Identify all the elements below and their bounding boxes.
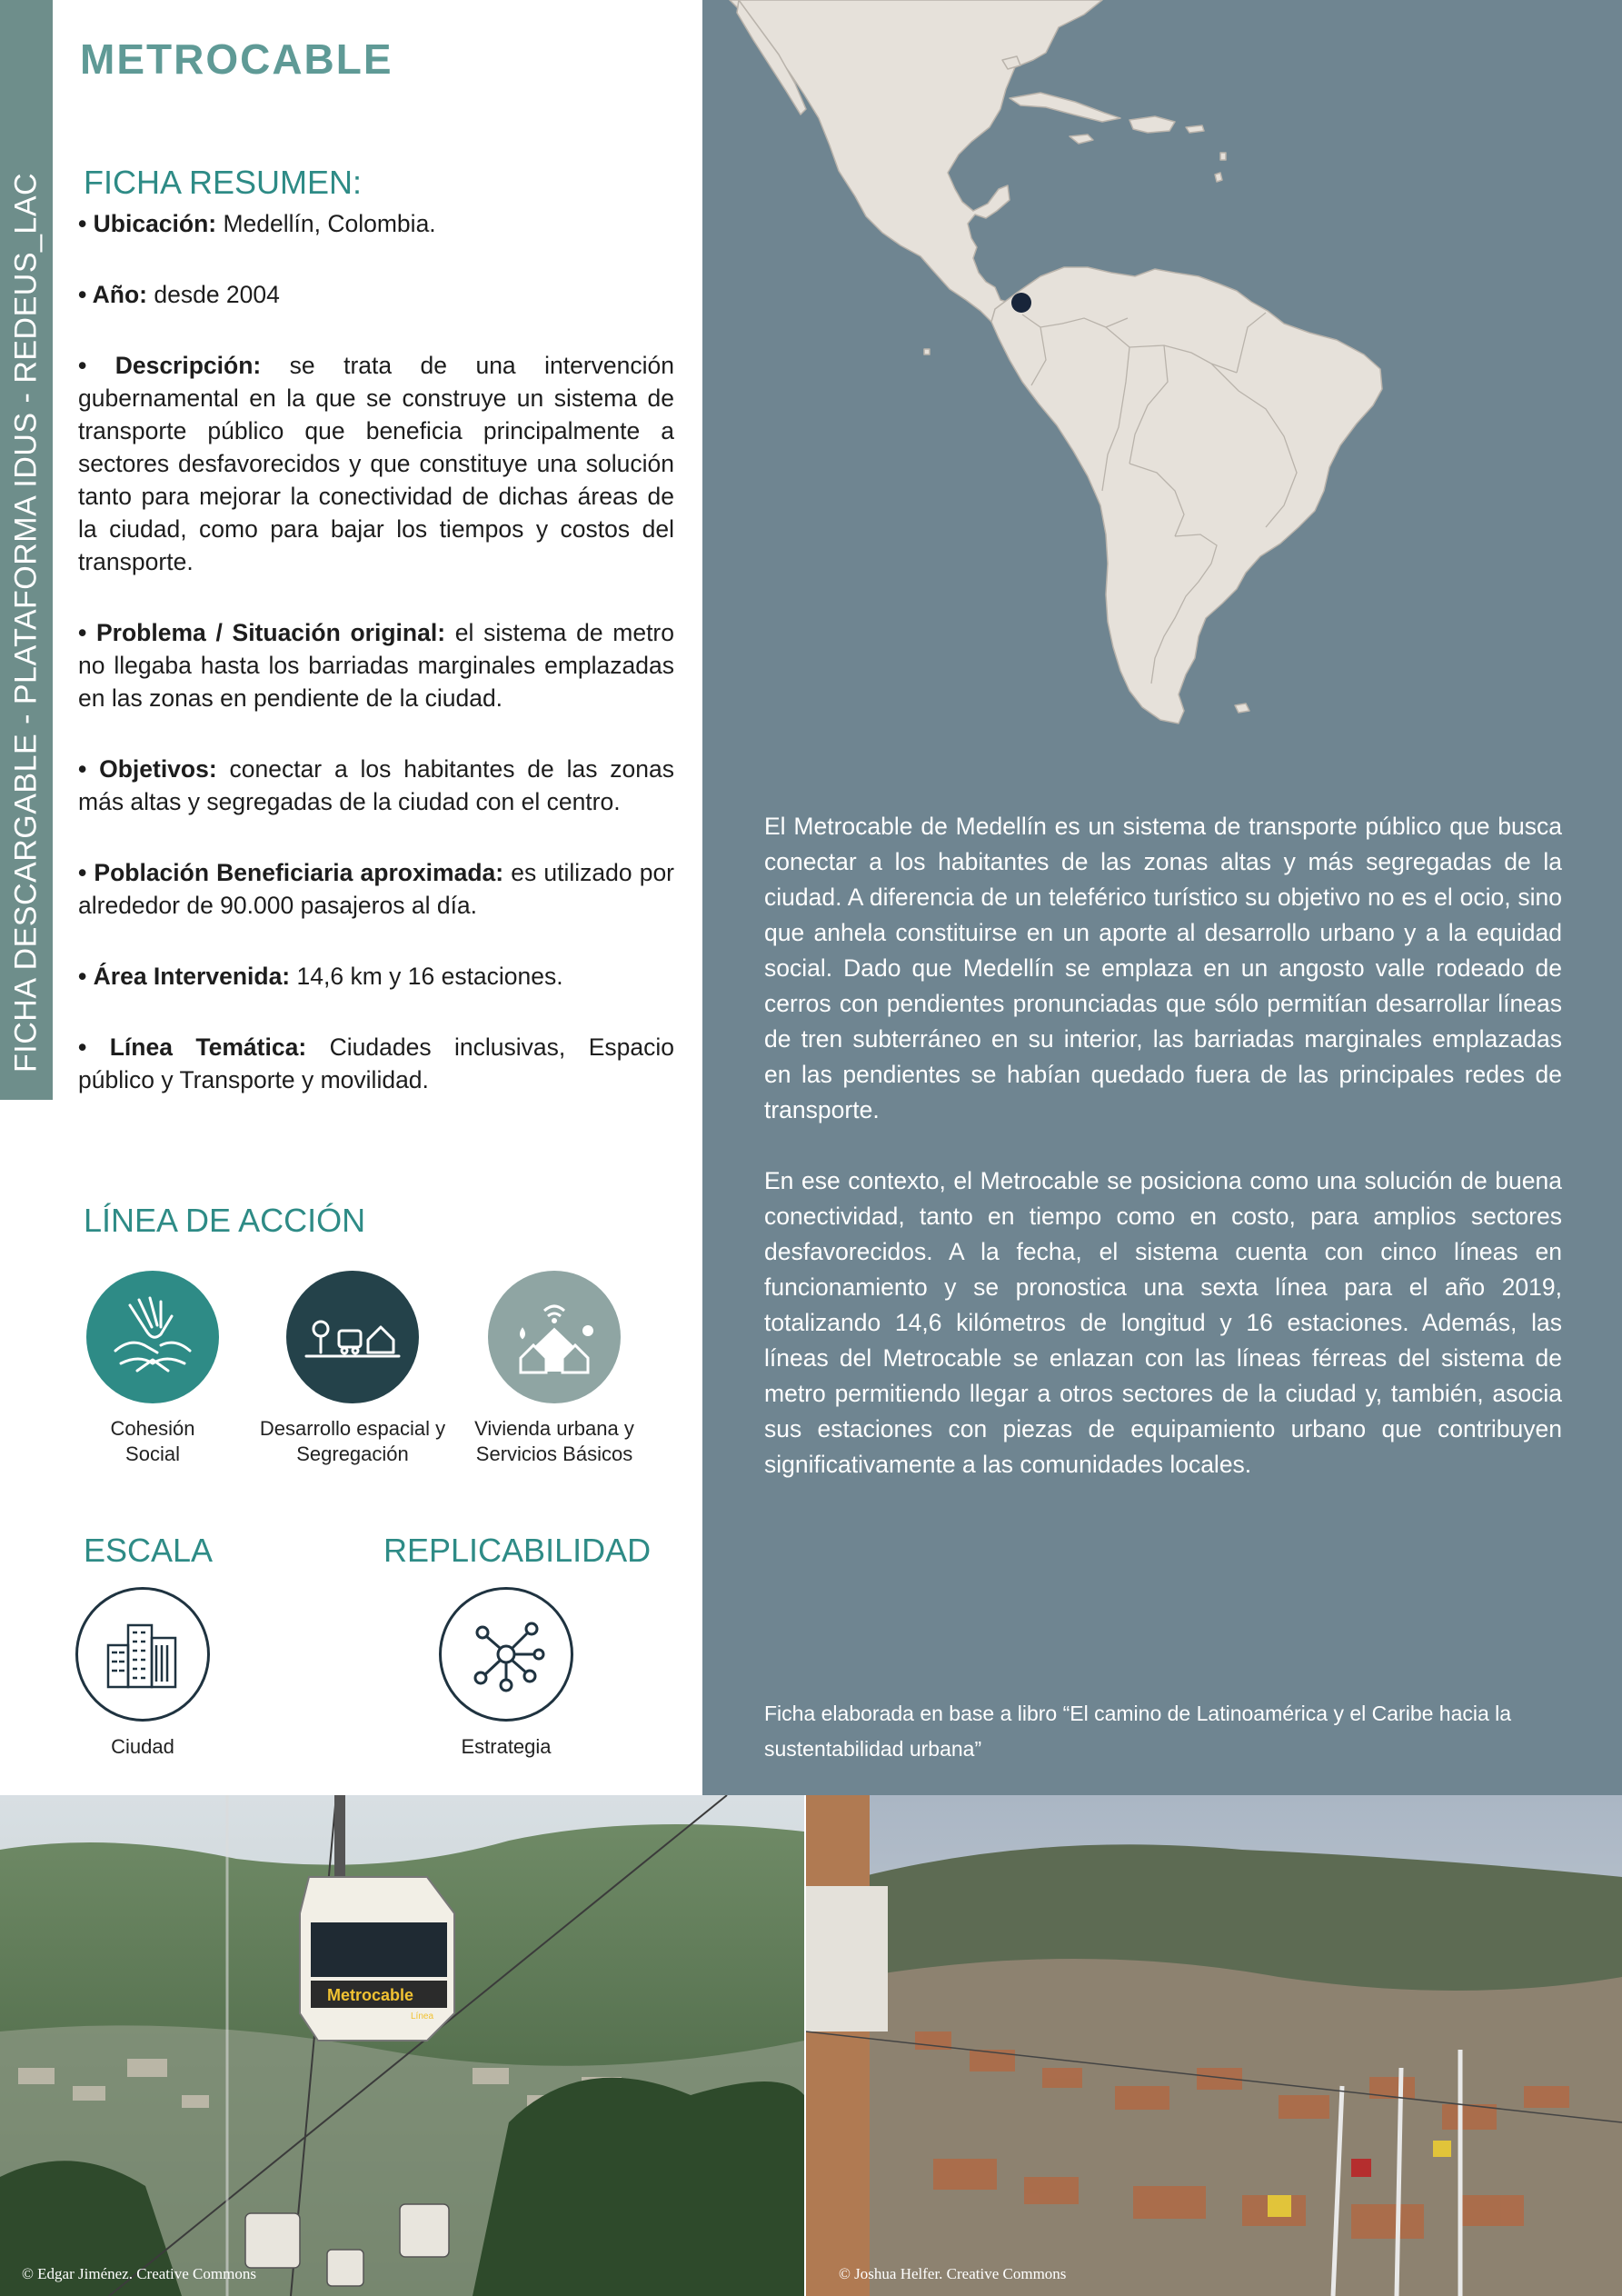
ficha-label: • Objetivos: [78, 755, 217, 783]
ficha-text: se trata de una intervención gubernamental en la que se construye un sistema de transporte público que beneficia principalmente a sectores desfavorecidos y que constituye una solución tanto para mejorar la conectividad de dichas áreas de la ciudad, como para bajar los tiempos y costos del transporte. [78, 352, 674, 575]
houses-services-icon [488, 1271, 621, 1403]
ficha-heading: FICHA RESUMEN: [84, 164, 363, 201]
photo-credit-right: © Joshua Helfer. Creative Commons [839, 2265, 1067, 2282]
cabin-line-text: Línea [411, 2011, 434, 2021]
cabin-text: Metrocable [327, 1986, 414, 2004]
side-strip-text: FICHA DESCARGABLE - PLATAFORMA IDUS - REDEUS_LAC [8, 172, 44, 1073]
photo-medellin-hillside [806, 1795, 1622, 2296]
hands-icon [86, 1271, 219, 1403]
city-street-icon [286, 1271, 419, 1403]
ficha-text: el sistema de metro no llegaba hasta los barriadas marginales emplazadas en las zonas en pendiente de la ciudad. [78, 619, 674, 712]
ficha-label: • Población Beneficiaria aproximada: [78, 859, 504, 886]
page-title: METROCABLE [80, 35, 393, 83]
icon-label-line2: Servicios Básicos [475, 1442, 633, 1465]
ficha-item-problema [78, 616, 674, 714]
ficha-text: 14,6 km y 16 estaciones. [290, 963, 563, 990]
photo-metrocable-cabin [0, 1795, 804, 2296]
photo-credit-left: © Edgar Jiménez. Creative Commons [22, 2265, 256, 2282]
description-text [764, 809, 1562, 1518]
buildings-icon [75, 1587, 210, 1722]
icon-label-line1: Vivienda urbana y [474, 1417, 634, 1440]
ficha-text: desde 2004 [147, 281, 280, 308]
linea-accion-heading: LÍNEA DE ACCIÓN [84, 1202, 366, 1239]
ficha-label: • Área Intervenida: [78, 963, 291, 990]
icon-label-line1: Cohesión [110, 1417, 195, 1440]
ficha-item-linea-tematica [78, 1031, 674, 1096]
ficha-label: • Línea Temática: [78, 1033, 307, 1061]
network-icon [439, 1587, 573, 1722]
ficha-label: • Descripción: [78, 352, 262, 379]
escala-block [64, 1587, 222, 1760]
escala-label: Ciudad [111, 1735, 174, 1758]
ficha-item-ubicacion [78, 207, 674, 240]
ficha-label: • Ubicación: [78, 210, 217, 237]
ficha-text: Medellín, Colombia. [216, 210, 436, 237]
icon-cohesion-social [69, 1271, 236, 1467]
ficha-text: es utilizado por alrededor de 90.000 pasajeros al día. [78, 859, 675, 919]
ficha-item-ano [78, 278, 674, 311]
ficha-item-descripcion [78, 349, 674, 578]
icon-label-line1: Desarrollo espacial y [259, 1417, 446, 1440]
replicabilidad-heading: REPLICABILIDAD [383, 1532, 652, 1569]
source-note: Ficha elaborada en base a libro “El camino de Latinoamérica y el Caribe hacia la sustentabilidad urbana” [764, 1702, 1512, 1761]
ficha-item-objetivos [78, 753, 674, 818]
ficha-item-area [78, 960, 674, 993]
replicabilidad-block [427, 1587, 585, 1760]
replicabilidad-label: Estrategia [461, 1735, 552, 1758]
description-paragraph-2: En ese contexto, el Metrocable se posiciona como una solución de buena conectividad, tanto en tiempo como en costo, para amplios sectores desfavorecidos. A la fecha, el sistema cuenta con cinco líneas en funcionamiento y se pronostica una sexta línea para el año 2019, totalizando 14,6 kilómetros de longitud y 16 estaciones. Además, las líneas del Metrocable se enlazan con las líneas férreas del sistema de metro permitiendo llegar a otros sectores de la ciudad y, también, asocia sus estaciones con piezas de equipamiento urbano que contribuyen significativamente a las comunidades locales. [764, 1167, 1562, 1478]
icon-label-line2: Segregación [296, 1442, 409, 1465]
latin-america-map [702, 0, 1622, 745]
escala-heading: ESCALA [84, 1532, 214, 1569]
ficha-label: • Año: [78, 281, 147, 308]
ficha-text: conectar a los habitantes de las zonas más altas y segregadas de la ciudad con el centro. [78, 755, 674, 815]
icon-label-line2: Social [125, 1442, 180, 1465]
side-strip [0, 0, 53, 1100]
icon-vivienda-urbana [462, 1271, 647, 1467]
description-paragraph-1: El Metrocable de Medellín es un sistema de transporte público que busca conectar a los habitantes de las zonas altas y más segregadas de la ciudad. A diferencia de un teleférico turístico su objetivo no es el ocio, sino que anhela constituirse en un aporte al desarrollo urbano y a la equidad social. Dado que Medellín se emplaza en un angosto valle rodeado de cerros con pendientes pronunciadas que sólo permitían desarrollar líneas de tren subterráneo en su interior, las barriadas marginales emplazadas en las pendientes se habían quedado fuera de las principales redes de transporte. [764, 813, 1562, 1123]
ficha-text: Ciudades inclusivas, Espacio público y Transporte y movilidad. [78, 1033, 674, 1093]
right-panel [702, 0, 1622, 1795]
icon-desarrollo-espacial [254, 1271, 451, 1467]
ficha-item-poblacion [78, 856, 674, 922]
ficha-label: • Problema / Situación original: [78, 619, 446, 646]
location-marker [1011, 293, 1031, 313]
ficha-list [78, 207, 674, 1134]
